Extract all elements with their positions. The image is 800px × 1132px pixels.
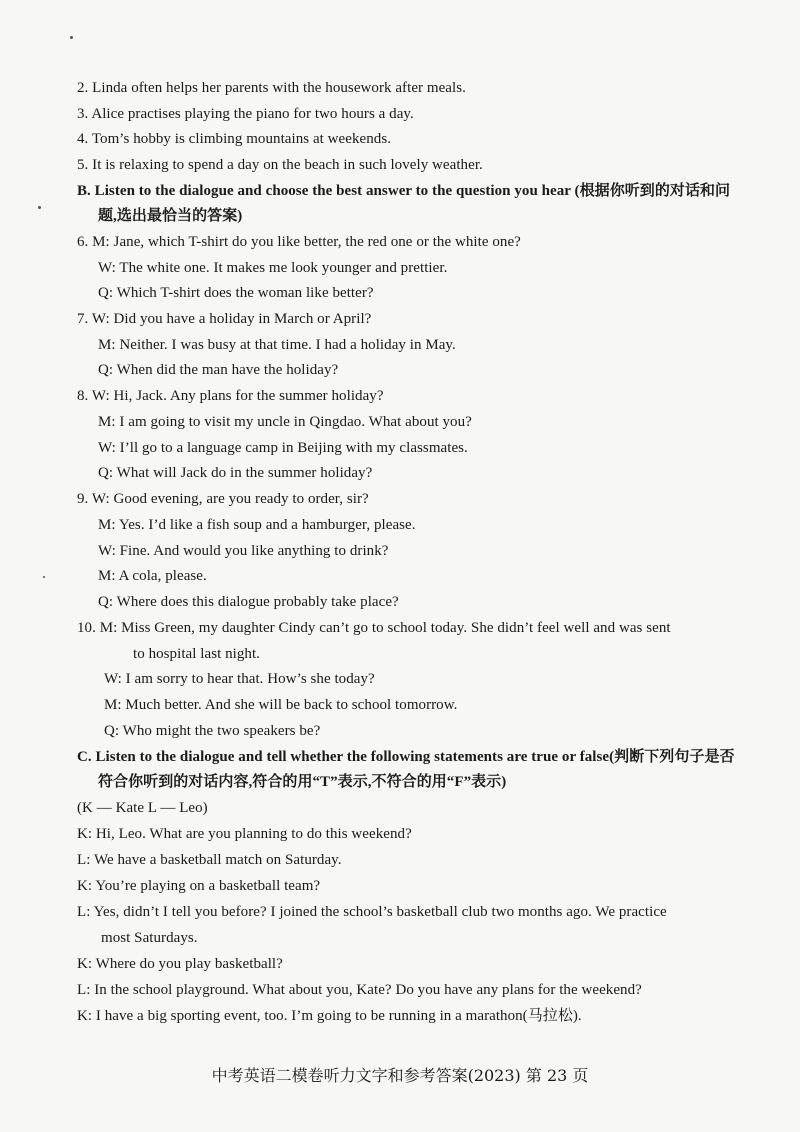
dialogue-6-line: W: The white one. It makes me look younger and prettier. xyxy=(98,260,448,276)
dialogue-7-line: M: Neither. I was busy at that time. I had a holiday in May. xyxy=(98,337,456,353)
dialogue-c-line: K: I have a big sporting event, too. I’m going to be running in a marathon(马拉松). xyxy=(77,1008,582,1024)
dialogue-9-line: M: Yes. I’d like a fish soup and a hamburger, please. xyxy=(98,517,416,533)
dialogue-c-line: most Saturdays. xyxy=(101,930,198,946)
dialogue-8-question: Q: What will Jack do in the summer holiday? xyxy=(98,465,373,481)
dialogue-c-line: K: Where do you play basketball? xyxy=(77,956,283,972)
dialogue-9-line: 9. W: Good evening, are you ready to order, sir? xyxy=(77,491,369,507)
section-c-heading-cont: 符合你听到的对话内容,符合的用“T”表示,不符合的用“F”表示) xyxy=(98,774,507,790)
listening-item-5: 5. It is relaxing to spend a day on the beach in such lovely weather. xyxy=(77,157,483,173)
scan-speck xyxy=(70,36,73,39)
scan-speck xyxy=(43,576,45,578)
dialogue-9-line: W: Fine. And would you like anything to drink? xyxy=(98,543,389,559)
dialogue-10-line: 10. M: Miss Green, my daughter Cindy can’t go to school today. She didn’t feel well and was sent xyxy=(77,620,671,636)
dialogue-10-line: M: Much better. And she will be back to school tomorrow. xyxy=(104,697,458,713)
dialogue-c-line: K: You’re playing on a basketball team? xyxy=(77,878,321,894)
dialogue-8-line: 8. W: Hi, Jack. Any plans for the summer holiday? xyxy=(77,388,384,404)
dialogue-c-line: L: We have a basketball match on Saturday. xyxy=(77,852,342,868)
speaker-key: (K — Kate L — Leo) xyxy=(77,800,208,816)
section-c-heading: C. Listen to the dialogue and tell whether the following statements are true or false(判断下列句子是否 xyxy=(77,749,735,765)
dialogue-c-line: K: Hi, Leo. What are you planning to do this weekend? xyxy=(77,826,412,842)
dialogue-7-line: 7. W: Did you have a holiday in March or April? xyxy=(77,311,372,327)
dialogue-6-line: 6. M: Jane, which T-shirt do you like better, the red one or the white one? xyxy=(77,234,521,250)
dialogue-10-line: to hospital last night. xyxy=(133,646,260,662)
dialogue-8-line: W: I’ll go to a language camp in Beijing with my classmates. xyxy=(98,440,468,456)
listening-item-4: 4. Tom’s hobby is climbing mountains at weekends. xyxy=(77,131,392,147)
dialogue-9-line: M: A cola, please. xyxy=(98,568,207,584)
scan-speck xyxy=(38,206,41,209)
section-b-heading: B. Listen to the dialogue and choose the best answer to the question you hear (根据你听到的对话和问 xyxy=(77,183,731,199)
dialogue-6-question: Q: Which T-shirt does the woman like better? xyxy=(98,285,374,301)
dialogue-c-line: L: Yes, didn’t I tell you before? I joined the school’s basketball club two months ago. We practice xyxy=(77,904,667,920)
dialogue-10-question: Q: Who might the two speakers be? xyxy=(104,723,321,739)
listening-item-3: 3. Alice practises playing the piano for two hours a day. xyxy=(77,106,414,122)
section-b-heading-cont: 题,选出最恰当的答案) xyxy=(98,208,243,224)
dialogue-9-question: Q: Where does this dialogue probably take place? xyxy=(98,594,399,610)
dialogue-10-line: W: I am sorry to hear that. How’s she today? xyxy=(104,671,375,687)
dialogue-7-question: Q: When did the man have the holiday? xyxy=(98,362,339,378)
dialogue-8-line: M: I am going to visit my uncle in Qingdao. What about you? xyxy=(98,414,472,430)
page-footer: 中考英语二模卷听力文字和参考答案(2023) 第 23 页 xyxy=(211,1066,589,1085)
listening-item-2: 2. Linda often helps her parents with the housework after meals. xyxy=(77,80,466,96)
dialogue-c-line: L: In the school playground. What about you, Kate? Do you have any plans for the weekend? xyxy=(77,982,642,998)
